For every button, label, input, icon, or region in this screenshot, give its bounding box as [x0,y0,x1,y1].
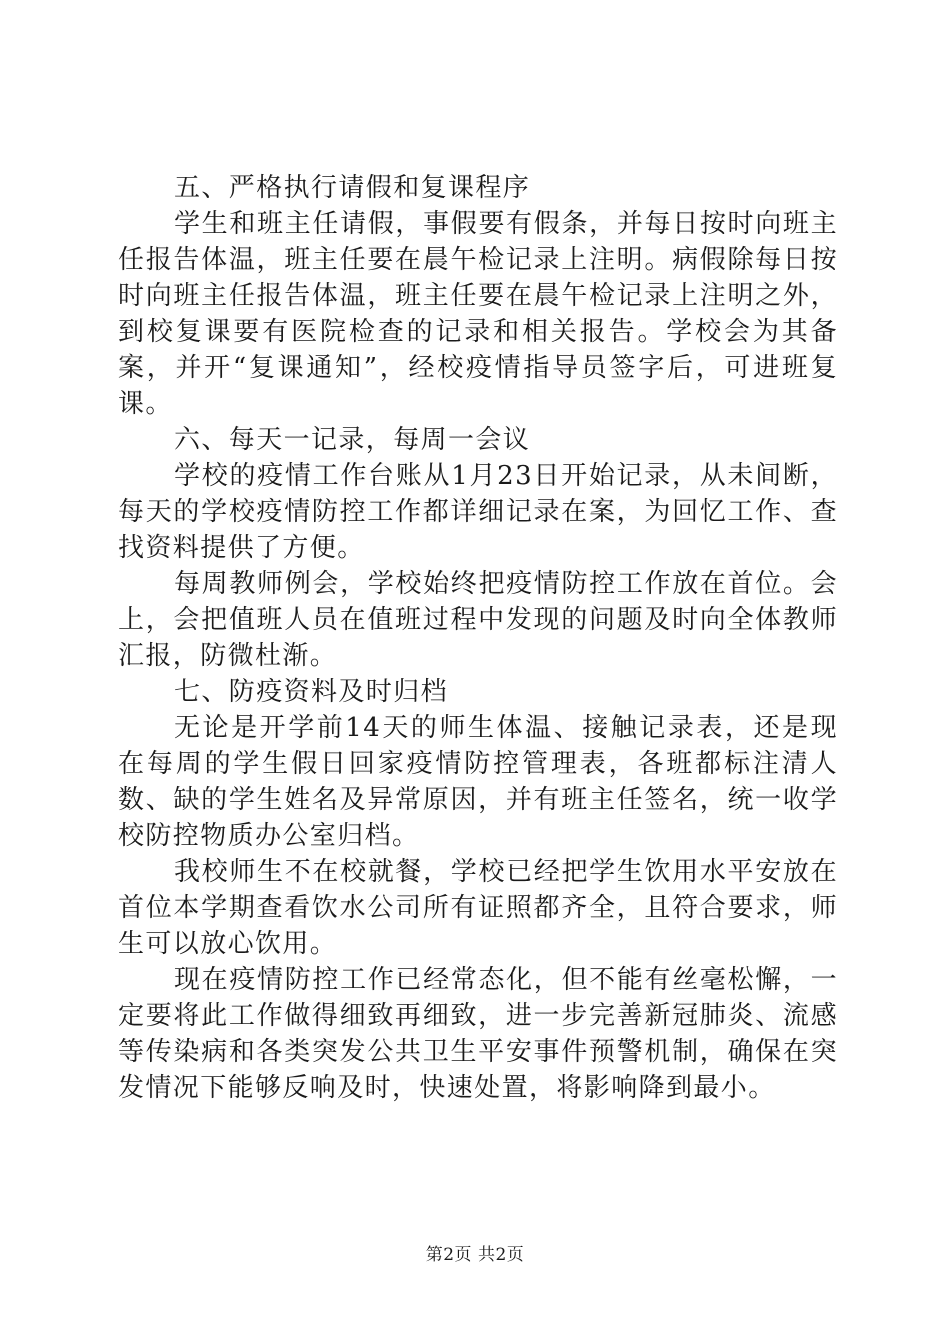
section-heading-6: 六、每天一记录，每周一会议 [174,425,531,455]
paragraph-daily-record: 学校的疫情工作台账从1月23日开始记录，从未间断，每天的学校疫情防控工作都详细记录在案，为回忆工作、查找资料提供了方便。 [118,461,838,563]
document-body [118,170,838,1106]
paragraph-conclusion: 现在疫情防控工作已经常态化，但不能有丝毫松懈，一定要将此工作做得细致再细致，进一步完善新冠肺炎、流感等传染病和各类突发公共卫生平安事件预警机制，确保在突发情况下能够反响及时，快速处置，将影响降到最小。 [118,965,838,1103]
paragraph-archiving: 无论是开学前14天的师生体温、接触记录表，还是现在每周的学生假日回家疫情防控管理表，各班都标注清人数、缺的学生姓名及异常原因，并有班主任签名，统一收学校防控物质办公室归档。 [118,713,838,851]
section-heading-5: 五、严格执行请假和复课程序 [174,173,531,203]
page-number-footer: 第2页 共2页 [425,1245,525,1265]
paragraph-weekly-meeting: 每周教师例会，学校始终把疫情防控工作放在首位。会上，会把值班人员在值班过程中发现的问题及时向全体教师汇报，防微杜渐。 [118,569,838,671]
paragraph-leave-procedure: 学生和班主任请假，事假要有假条，并每日按时向班主任报告体温，班主任要在晨午检记录上注明。病假除每日按时向班主任报告体温，班主任要在晨午检记录上注明之外，到校复课要有医院检查的记录和相关报告。学校会为其备案，并开“复课通知”，经校疫情指导员签字后，可进班复课。 [118,209,838,419]
section-heading-7: 七、防疫资料及时归档 [174,677,449,707]
paragraph-drinking-water: 我校师生不在校就餐，学校已经把学生饮用水平安放在首位本学期查看饮水公司所有证照都齐全，且符合要求，师生可以放心饮用。 [118,857,838,959]
